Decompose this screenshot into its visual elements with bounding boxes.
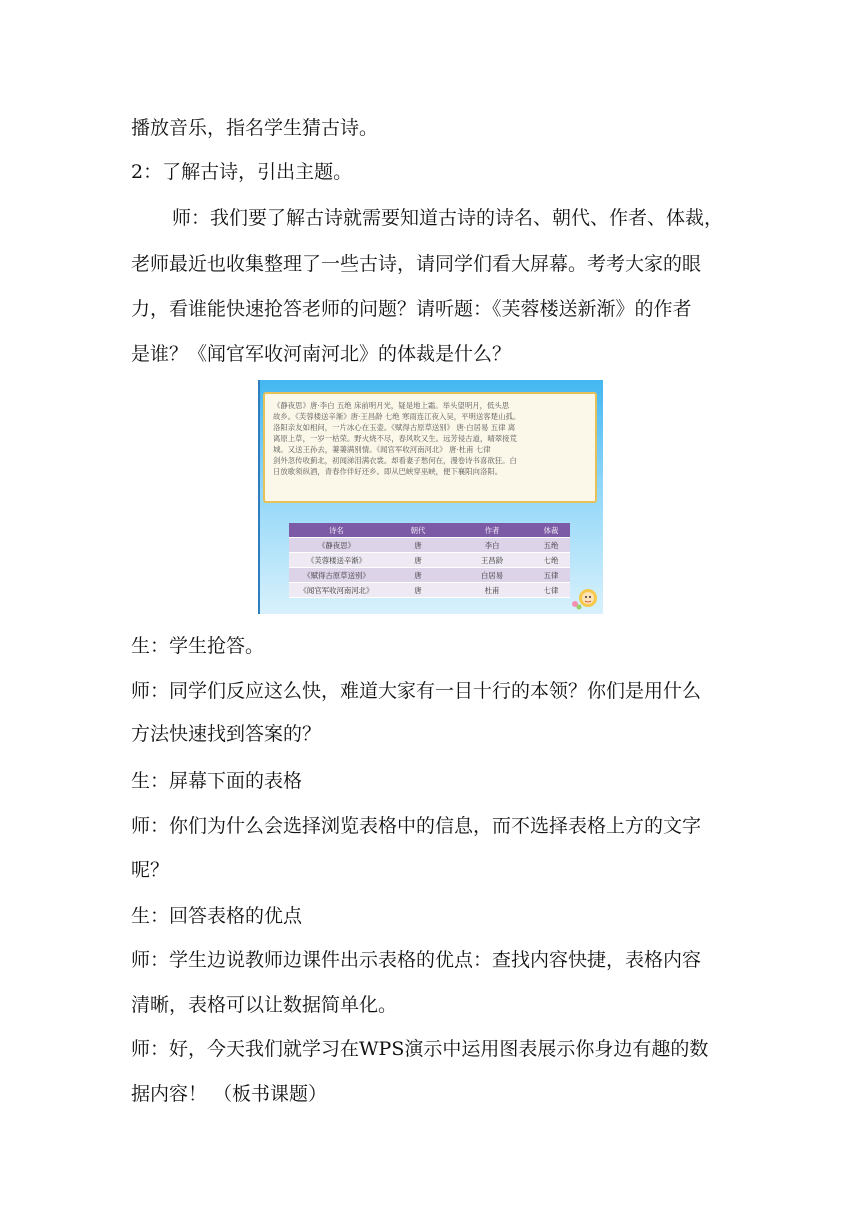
- table-row: [289, 583, 570, 598]
- paragraph: 据内容！ （板书课题）: [131, 1083, 328, 1105]
- table-cell: 《闻官军收河南河北》: [289, 583, 384, 598]
- paragraph: 2：了解古诗，引出主题。: [131, 161, 353, 183]
- table-cell: 白居易: [452, 568, 532, 583]
- poem-text-line: 故乡。《芙蓉楼送辛渐》唐·王昌龄 七绝 寒雨连江夜入吴，平明送客楚山孤。: [273, 412, 521, 421]
- table-cell: 《静夜思》: [289, 538, 384, 553]
- poem-text-line: 城。又送王孙去，萋萋满别情。《闻官军收河南河北》 唐·杜甫 七律: [273, 445, 491, 454]
- paragraph: 呢？: [131, 859, 170, 881]
- table-cell: 唐: [384, 568, 452, 583]
- paragraph: 力，看谁能快速抢答老师的问题？请听题：《芙蓉楼送新渐》的作者: [131, 298, 692, 320]
- table-row: [289, 553, 570, 568]
- paragraph: 老师最近也收集整理了一些古诗，请同学们看大屏幕。考考大家的眼: [131, 253, 702, 275]
- paragraph: 师：学生边说教师边课件出示表格的优点：查找内容快捷，表格内容: [131, 949, 702, 971]
- slide-border: [258, 380, 260, 614]
- poem-text-line: 日放歌须纵酒，青春作伴好还乡。即从巴峡穿巫峡，便下襄阳向洛阳。: [273, 467, 503, 476]
- column-header: 朝代: [384, 523, 452, 538]
- paragraph: 播放音乐，指名学生猜古诗。: [131, 117, 379, 139]
- paragraph: 清晰，表格可以让数据简单化。: [131, 994, 398, 1016]
- table-cell: 唐: [384, 553, 452, 568]
- table-cell: 五律: [532, 568, 570, 583]
- table-header-row: [289, 523, 570, 538]
- poem-table: [289, 523, 570, 598]
- paragraph: 师：你们为什么会选择浏览表格中的信息，而不选择表格上方的文字: [131, 815, 702, 837]
- paragraph: 是谁？《闻官军收河南河北》的体裁是什么？: [131, 343, 512, 365]
- table-cell: 王昌龄: [452, 553, 532, 568]
- table-cell: 七律: [532, 583, 570, 598]
- paragraph: 方法快速找到答案的？: [131, 723, 322, 745]
- paragraph: 师：我们要了解古诗就需要知道古诗的诗名、朝代、作者、体裁，: [172, 207, 724, 229]
- paragraph: 生：屏幕下面的表格: [131, 770, 303, 792]
- paragraph: 生：回答表格的优点: [131, 905, 303, 927]
- table-cell: 《赋得古原草送别》: [289, 568, 384, 583]
- table-cell: 五绝: [532, 538, 570, 553]
- poem-text-line: 剑外忽传收蓟北，初闻涕泪满衣裳。却看妻子愁何在，漫卷诗书喜欲狂。白: [273, 456, 517, 465]
- column-header: 诗名: [289, 523, 384, 538]
- paragraph: 师：同学们反应这么快，难道大家有一目十行的本领？你们是用什么: [131, 680, 702, 702]
- table-cell: 杜甫: [452, 583, 532, 598]
- poem-text-line: 离原上草，一岁一枯荣。野火烧不尽，春风吹又生。远芳侵古道，晴翠接荒: [273, 434, 517, 443]
- poem-text-line: 洛阳亲友如相问，一片冰心在玉壶。《赋得古原草送别》 唐·白居易 五律 离: [273, 423, 516, 432]
- table-cell: 李白: [452, 538, 532, 553]
- poem-text-line: 《静夜思》唐·李白 五绝 床前明月光，疑是地上霜。举头望明月，低头思: [273, 401, 510, 410]
- table-cell: 唐: [384, 538, 452, 553]
- table-cell: 《芙蓉楼送辛渐》: [289, 553, 384, 568]
- column-header: 体裁: [532, 523, 570, 538]
- table-row: [289, 568, 570, 583]
- cartoon-decoration-icon: [569, 580, 599, 610]
- poem-text-box: [263, 392, 597, 503]
- table-cell: 七绝: [532, 553, 570, 568]
- column-header: 作者: [452, 523, 532, 538]
- paragraph: 师：好，今天我们就学习在WPS演示中运用图表展示你身边有趣的数: [131, 1038, 709, 1060]
- slide-image: [258, 380, 603, 614]
- table-row: [289, 538, 570, 553]
- table-cell: 唐: [384, 583, 452, 598]
- paragraph: 生：学生抢答。: [131, 635, 265, 657]
